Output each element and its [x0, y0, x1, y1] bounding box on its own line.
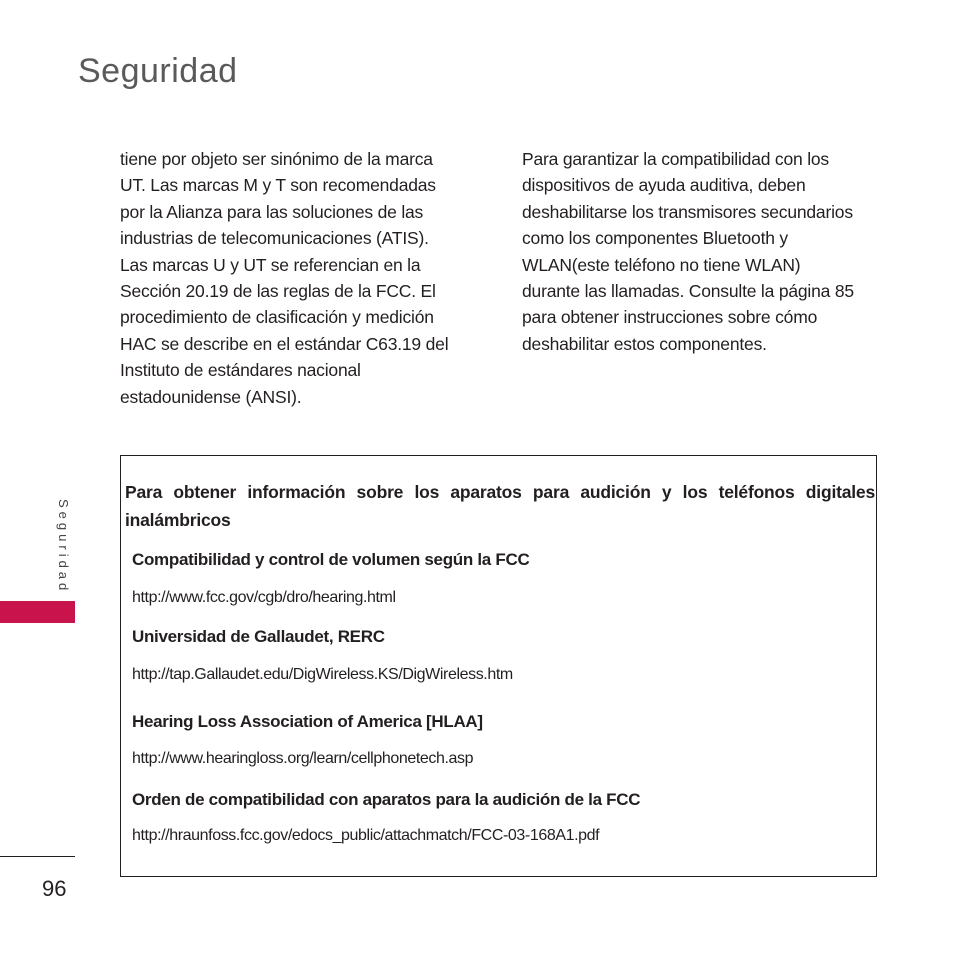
body-text-right-column: Para garantizar la compatibilidad con los dispositivos de ayuda auditiva, deben deshabilitarse los transmisores secundarios como los componentes Bluetooth y WLAN(este teléfono no tiene WLAN) durante las llamadas. Consulte la página 85 para obtener instrucciones sobre cómo deshabilitar estos componentes.: [522, 149, 854, 354]
resource-link-fcc-hearing[interactable]: http://www.fcc.gov/cgb/dro/hearing.html: [132, 589, 396, 606]
body-text-left-column: tiene por objeto ser sinónimo de la marca UT. Las marcas M y T son recomendadas por la Alianza para las soluciones de las industrias de telecomunicaciones (ATIS). Las marcas U y UT se referencian en la Sección 20.19 de las reglas de la FCC. El procedimiento de clasificación y medición HAC se describe en el estándar C63.19 del Instituto de estándares nacional estadounidense (ANSI).: [120, 149, 449, 407]
page-number: 96: [42, 876, 67, 901]
info-box-heading: Para obtener información sobre los aparatos para audición y los teléfonos digitales inalámbricos: [125, 482, 875, 530]
page-title: Seguridad: [78, 52, 238, 90]
section-side-label: Seguridad: [56, 499, 71, 595]
resource-link-hlaa[interactable]: http://www.hearingloss.org/learn/cellphonetech.asp: [132, 750, 474, 767]
resource-link-gallaudet[interactable]: http://tap.Gallaudet.edu/DigWireless.KS/DigWireless.htm: [132, 666, 513, 683]
footer-divider: [0, 856, 75, 857]
hearing-aid-info-box: [120, 455, 877, 877]
section-color-tab: [0, 601, 75, 623]
resource-title-hlaa: Hearing Loss Association of America [HLAA]: [132, 712, 483, 731]
resource-title-gallaudet: Universidad de Gallaudet, RERC: [132, 627, 385, 646]
resource-title-fcc-order: Orden de compatibilidad con aparatos para la audición de la FCC: [132, 790, 641, 809]
resource-link-fcc-order[interactable]: http://hraunfoss.fcc.gov/edocs_public/attachmatch/FCC-03-168A1.pdf: [132, 827, 600, 844]
resource-title-fcc-hearing: Compatibilidad y control de volumen según la FCC: [132, 550, 530, 569]
